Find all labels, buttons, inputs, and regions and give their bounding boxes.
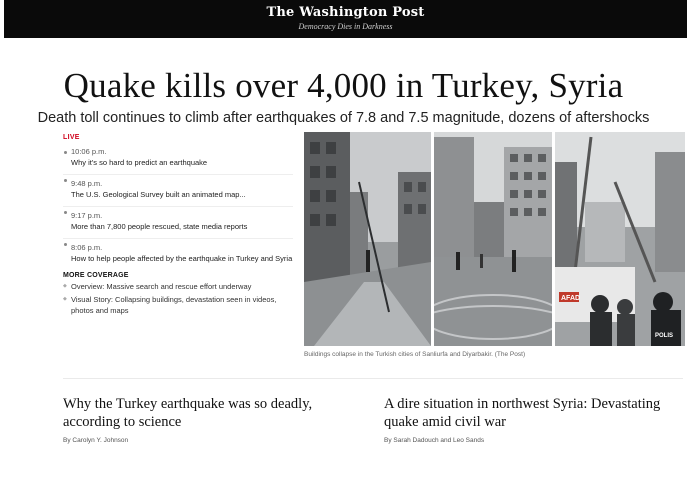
live-update-item[interactable] [63, 238, 293, 264]
site-tagline: Democracy Dies in Darkness [298, 22, 393, 31]
update-time: 8:06 p.m. [71, 243, 103, 252]
update-link[interactable]: How to help people affected by the earthquake in Turkey and Syria [71, 254, 293, 263]
story-card[interactable] [384, 395, 674, 444]
photo-plaza-scene[interactable] [434, 132, 552, 346]
page-subheadline: Death toll continues to climb after earthquakes of 7.8 and 7.5 magnitude, dozens of aftershocks [37, 110, 650, 126]
vehicle-label-polis: POLIS [655, 333, 674, 339]
update-link[interactable]: Why it's so hard to predict an earthquake [71, 158, 208, 167]
photo-street-scene[interactable] [304, 132, 431, 346]
live-update-item[interactable] [63, 174, 293, 200]
story-byline: By Carolyn Y. Johnson [63, 437, 129, 444]
site-logo[interactable]: The Washington Post [266, 5, 425, 20]
update-link[interactable]: The U.S. Geological Survey built an animated map... [71, 190, 246, 199]
update-time: 9:48 p.m. [71, 179, 103, 188]
vehicle-label-afad: AFAD [561, 295, 581, 302]
story-headline-link[interactable]: Why the Turkey earthquake was so deadly, according to science [63, 396, 313, 430]
more-coverage-link[interactable]: ◆ Overview: Massive search and rescue effort underway [63, 281, 293, 292]
photo-gallery[interactable] [304, 132, 685, 346]
page-headline[interactable]: Quake kills over 4,000 in Turkey, Syria [63, 66, 624, 105]
photo-rescue-scene[interactable] [555, 132, 685, 346]
live-updates-column [63, 134, 293, 316]
story-card[interactable] [63, 395, 353, 444]
story-headline-link[interactable]: A dire situation in northwest Syria: Devastating quake amid civil war [384, 396, 661, 430]
more-coverage-link[interactable]: ◆ Visual Story: Collapsing buildings, devastation seen in videos, photos and maps [63, 294, 293, 316]
masthead [4, 0, 687, 38]
live-update-item[interactable] [63, 206, 293, 232]
more-coverage-label: MORE COVERAGE [63, 272, 129, 279]
section-divider [63, 378, 683, 379]
story-byline: By Sarah Dadouch and Leo Sands [384, 437, 485, 444]
update-time: 9:17 p.m. [71, 211, 103, 220]
photo-caption: Buildings collapse in the Turkish cities of Sanliurfa and Diyarbakir. (The Post) [304, 351, 526, 358]
live-update-item[interactable] [63, 147, 293, 168]
update-link[interactable]: More than 7,800 people rescued, state media reports [71, 222, 248, 231]
live-label: LIVE [63, 134, 80, 141]
update-time: 10:06 p.m. [71, 147, 107, 156]
